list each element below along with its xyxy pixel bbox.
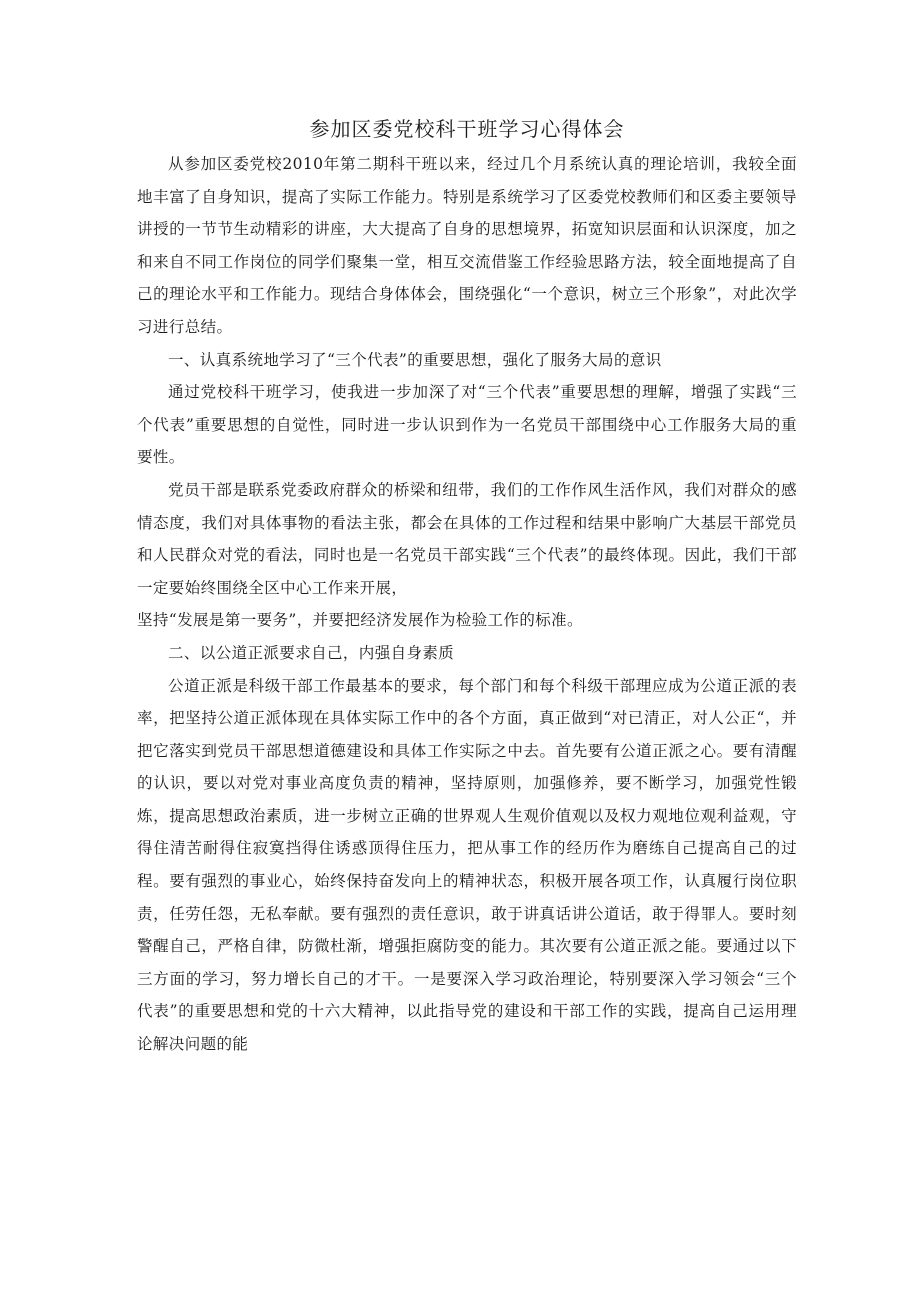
intro-paragraph: 从参加区委党校2010年第二期科干班以来，经过几个月系统认真的理论培训，我较全面地丰富了自身知识，提高了实际工作能力。特别是系统学习了区委党校教师们和区委主要领导讲授的一节节生动精彩的讲座，大大提高了自身的思想境界，拓宽知识层面和认识深度，加之和来自不同工作岗位的同学们聚集一堂，相互交流借鉴工作经验思路方法，较全面地提高了自己的理论水平和工作能力。现结合身体体会，围绕强化“一个意识，树立三个形象”，对此次学习进行总结。 <box>137 155 797 336</box>
section-1-paragraph-2: 党员干部是联系党委政府群众的桥梁和纽带，我们的工作作风生活作风，我们对群众的感情态度，我们对具体事物的看法主张，都会在具体的工作过程和结果中影响广大基层干部党员和人民群众对党的看法，同时也是一名党员干部实践“三个代表”的最终体现。因此，我们干部一定要始终围绕全区中心工作来开展， <box>137 480 797 597</box>
section-1-paragraph-1: 通过党校科干班学习，使我进一步加深了对“三个代表”重要思想的理解，增强了实践“三个代表”重要思想的自觉性，同时进一步认识到作为一名党员干部围绕中心工作服务大局的重要性。 <box>137 383 797 467</box>
document-page <box>137 112 797 1061</box>
section-2-paragraph-1: 公道正派是科级干部工作最基本的要求，每个部门和每个科级干部理应成为公道正派的表率，把坚持公道正派体现在具体实际工作中的各个方面，真正做到“对已清正，对人公正“，并把它落实到党员干部思想道德建设和具体工作实际之中去。首先要有公道正派之心。要有清醒的认识，要以对党对事业高度负责的精神，坚持原则，加强修养，要不断学习，加强党性锻炼，提高思想政治素质，进一步树立正确的世界观人生观价值观以及权力观地位观利益观，守得住清苦耐得住寂寞挡得住诱惑顶得住压力，把从事工作的经历作为磨练自己提高自己的过程。要有强烈的事业心，始终保持奋发向上的精神状态，积极开展各项工作，认真履行岗位职责，任劳任怨，无私奉献。要有强烈的责任意识，敢于讲真话讲公道话，敢于得罪人。要时刻警醒自己，严格自律，防微杜渐，增强拒腐防变的能力。其次要有公道正派之能。要通过以下三方面的学习，努力增长自己的才干。一是要深入学习政治理论，特别要深入学习领会“三个代表”的重要思想和党的十六大精神，以此指导党的建设和干部工作的实践，提高自己运用理论解决问题的能 <box>137 676 797 1054</box>
section-heading-1: 一、认真系统地学习了“三个代表”的重要思想，强化了服务大局的意识 <box>168 350 662 369</box>
section-heading-2: 二、以公道正派要求自己，内强自身素质 <box>168 643 455 662</box>
document-title: 参加区委党校科干班学习心得体会 <box>309 117 625 141</box>
section-1-paragraph-3: 坚持“发展是第一要务”，并要把经济发展作为检验工作的标准。 <box>137 611 583 630</box>
